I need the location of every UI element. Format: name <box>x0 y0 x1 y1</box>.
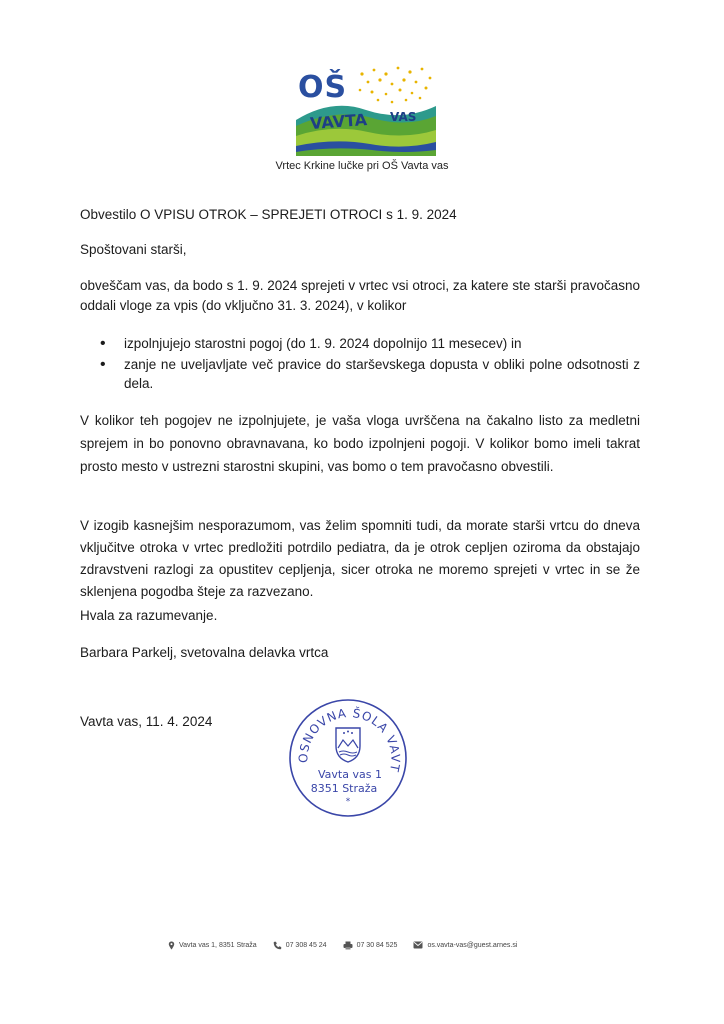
list-item: • izpolnjujejo starostni pogoj (do 1. 9. 2024 dopolnijo 11 mesecev) in <box>100 334 640 353</box>
logo-text-vavta: VAVTA <box>309 110 368 133</box>
kindergarten-name: Vrtec Krkine lučke pri OŠ Vavta vas <box>275 160 449 172</box>
stamp-line-2: 8351 Straža <box>310 782 378 795</box>
star-icon: * <box>345 797 351 807</box>
email-icon <box>413 941 423 949</box>
letter-salutation: Spoštovani starši, <box>80 242 187 257</box>
location-icon <box>168 941 175 950</box>
address-text: Vavta vas 1, 8351 Straža <box>179 941 257 949</box>
letter-thanks: Hvala za razumevanje. <box>80 608 218 623</box>
footer-address <box>168 941 257 950</box>
paragraph-3: V izogib kasnejšim nesporazumom, vas želim spomniti tudi, da morate starši vrtcu do dneva vključitve otroka v vrtec predložiti potrdilo pediatra, da je otrok cepljen oziroma da obstajajo zdravstveni razlogi za opustitev cepljenja, sicer otroka ne moremo sprejeti v vrtec in se že sklenjena pogodba šteje za razvezano. <box>80 518 640 599</box>
stamp-ring-text: OSNOVNA ŠOLA VAVT <box>296 706 403 773</box>
phone-text: 07 308 45 24 <box>285 941 327 949</box>
email-text: os.vavta-vas@guest.arnes.si <box>427 941 518 949</box>
conditions-list <box>100 334 640 395</box>
fax-text: 07 30 84 525 <box>356 941 398 949</box>
coat-of-arms-icon <box>336 728 360 762</box>
list-item: • zanje ne uveljavljate več pravice do starševskega dopusta v obliki polne odsotnosti z dela. <box>100 355 640 393</box>
footer-email <box>413 941 517 949</box>
logo-text-os: OŠ <box>298 70 348 105</box>
school-logo <box>292 60 440 160</box>
letter-heading: Obvestilo O VPISU OTROK – SPREJETI OTROCI s 1. 9. 2024 <box>80 207 457 222</box>
footer-fax <box>343 941 398 950</box>
school-stamp <box>286 696 410 820</box>
phone-icon <box>273 941 282 950</box>
stamp-seal <box>286 696 410 820</box>
paragraph-2: V kolikor teh pogojev ne izpolnjujete, je vaša vloga uvrščena na čakalno listo za medletni sprejem in bo ponovno obravnavana, ko bodo izpolnjeni pogoji. V kolikor bomo imeli takrat prosto mesto v ustrezni starostni skupini, vas bomo o tem pravočasno obvestili. <box>80 413 640 474</box>
logo-text-vas: VAS <box>390 110 417 124</box>
footer-contact <box>168 937 588 953</box>
stamp-line-1: Vavta vas 1 <box>318 768 382 781</box>
place-and-date: Vavta vas, 11. 4. 2024 <box>80 714 213 729</box>
letter-signer: Barbara Parkelj, svetovalna delavka vrtca <box>80 645 329 660</box>
paragraph-1: obveščam vas, da bodo s 1. 9. 2024 sprejeti v vrtec vsi otroci, za katere ste starši pravočasno oddali vloge za vpis (do vključno 31. 3. 2024), v kolikor <box>80 278 640 313</box>
svg-text:OSNOVNA ŠOLA VAVTA VAS <box>286 696 402 773</box>
footer-phone <box>273 941 327 950</box>
fax-icon <box>343 941 353 950</box>
